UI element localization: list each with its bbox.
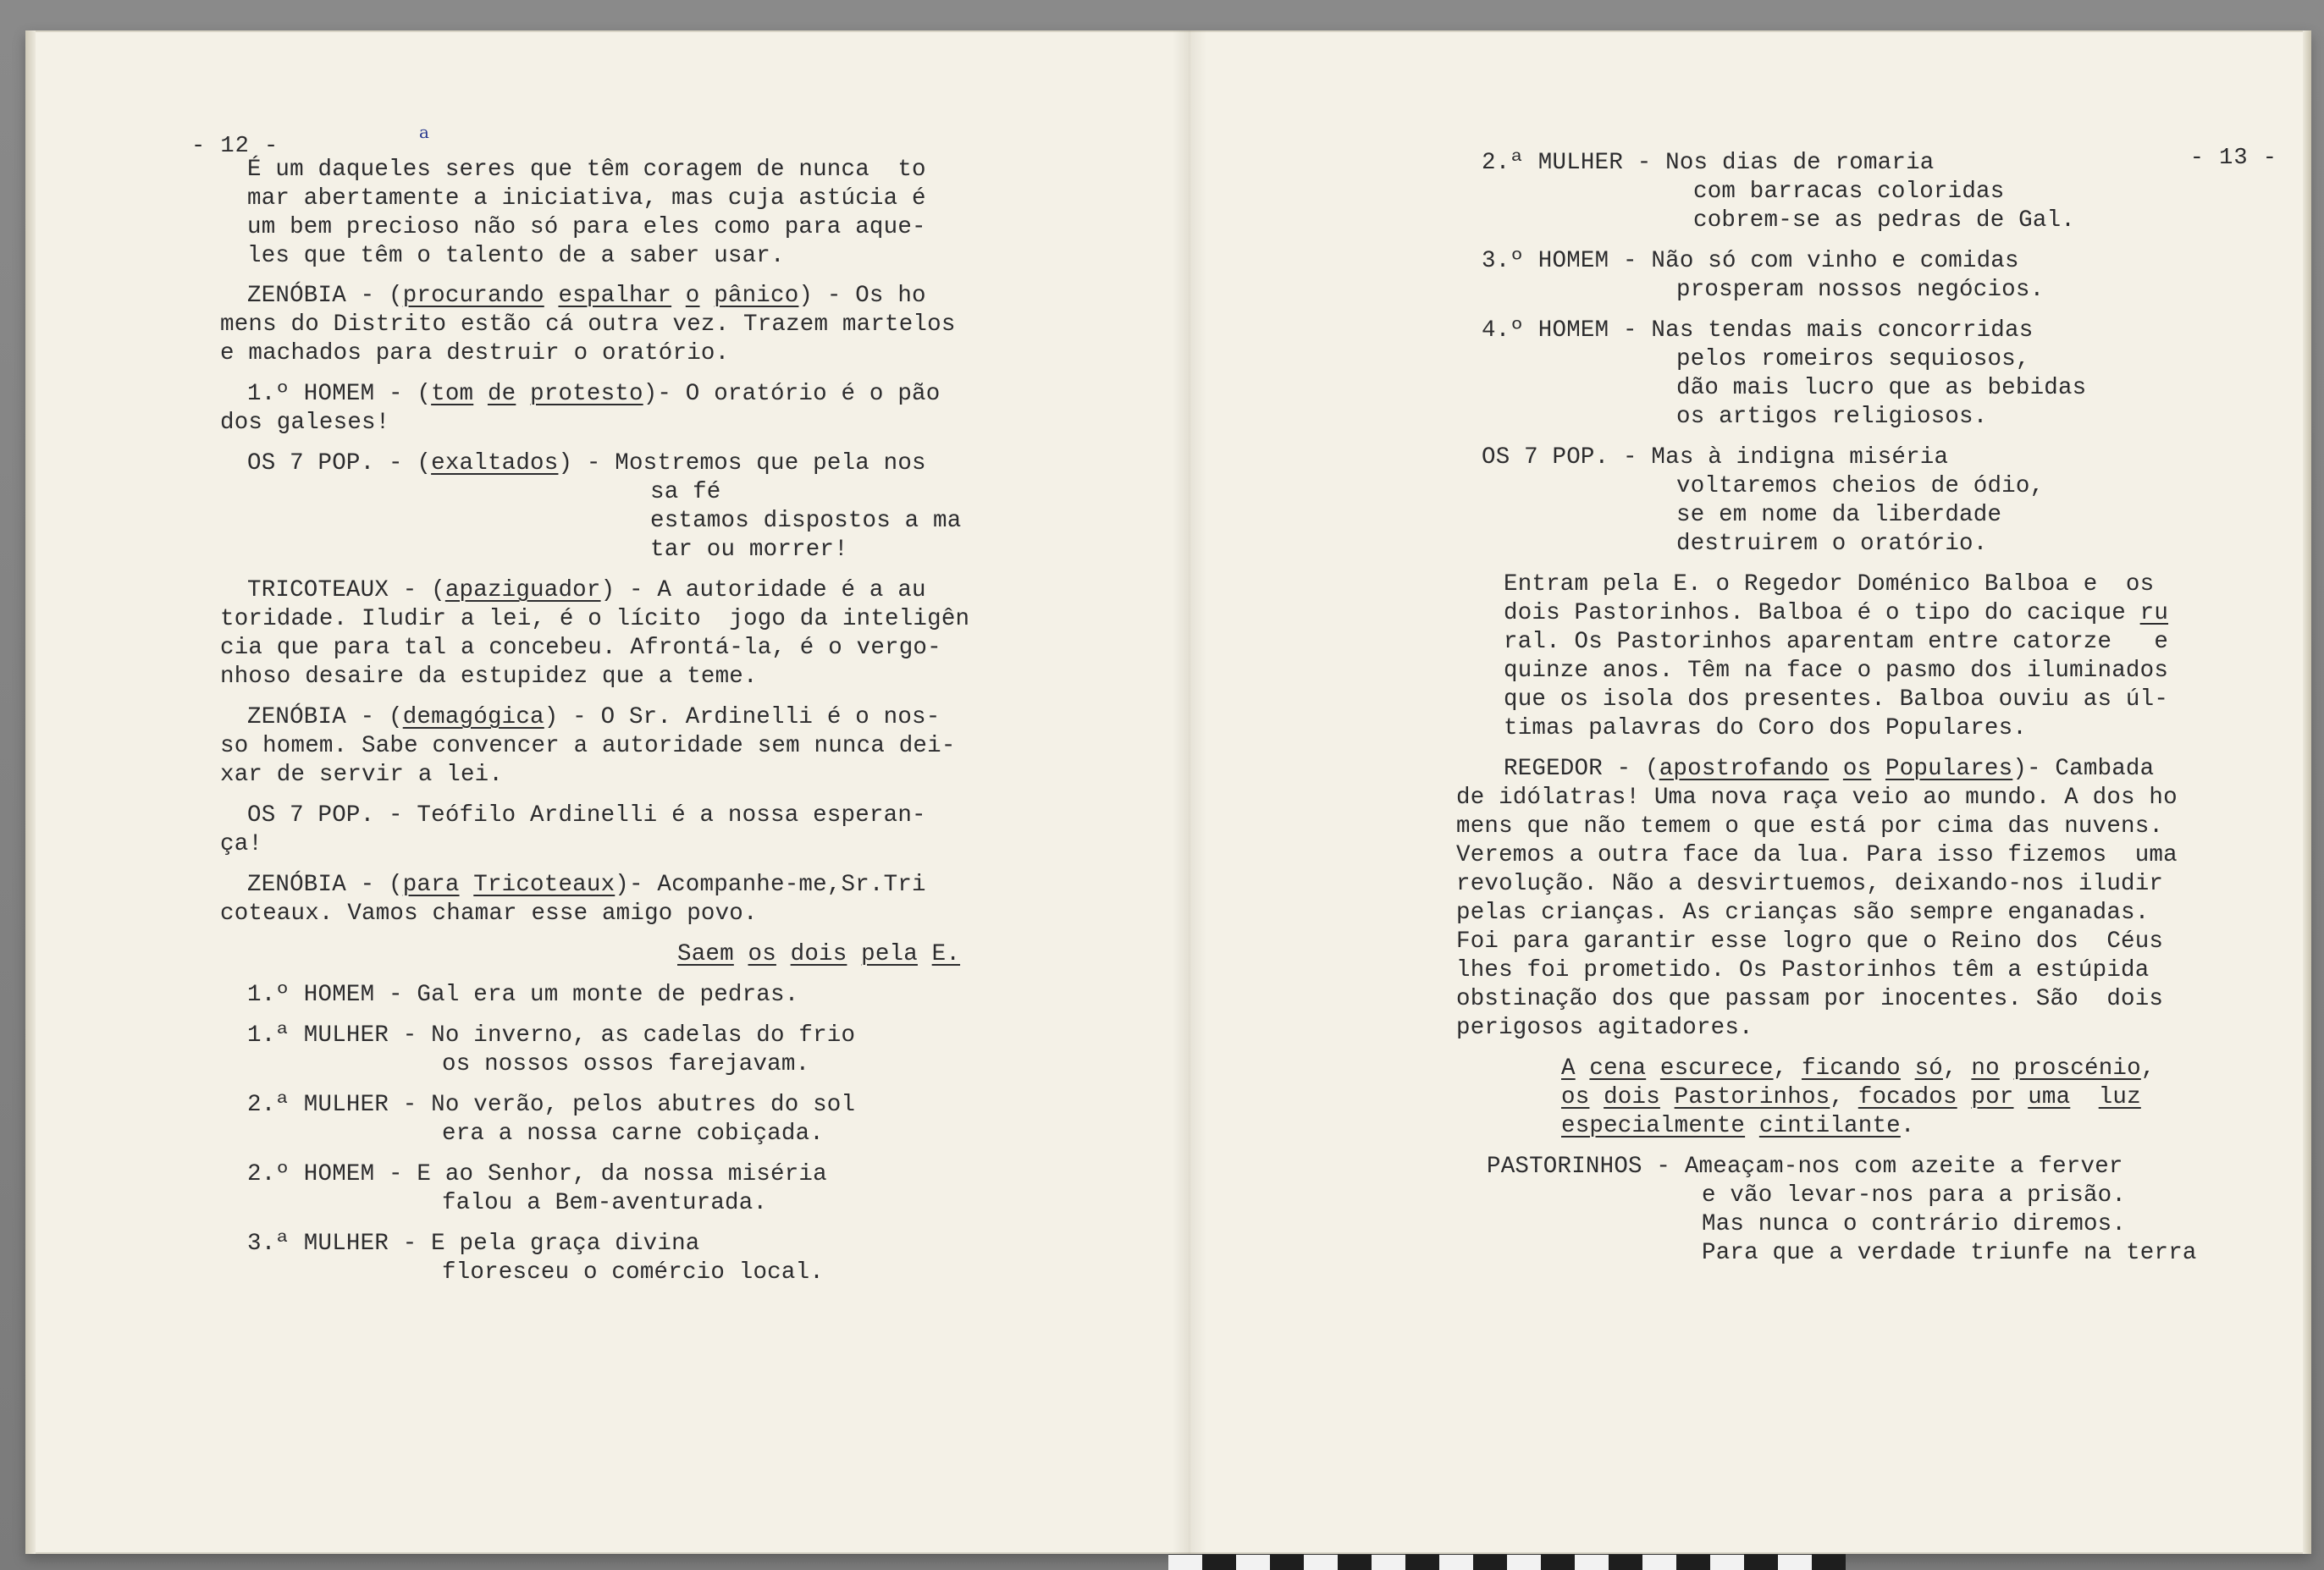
text-run: coteaux. Vamos chamar esse amigo povo. [220,901,758,927]
text-run: ral. Os Pastorinhos aparentam entre catorze e [1504,629,2169,655]
right-page-line [1504,599,2168,628]
underlined-text: luz [2098,1084,2141,1110]
left-page-line [247,449,926,478]
right-page-line [1504,755,2154,784]
left-page-line [442,1189,767,1218]
text-run [460,872,474,898]
underlined-text: cena [1589,1055,1647,1082]
text-run: obstinação dos que passam por inocentes. São dois [1456,986,2164,1012]
text-run: mens do Distrito estão cá outra vez. Trazem martelos [220,311,956,338]
text-run: Entram pela E. o Regedor Doménico Balboa e os [1504,571,2155,598]
text-run: 1.º HOMEM - ( [247,381,432,407]
text-run [847,941,861,967]
left-page-line [247,242,785,271]
underlined-text: de [487,381,516,407]
text-run: cobrem-se as pedras de Gal. [1693,207,2075,234]
text-run: ) - O Sr. Ardinelli é o nos- [544,704,941,730]
text-run: dos galeses! [220,410,390,436]
text-run: com barracas coloridas [1693,179,2005,205]
text-run: os artigos religiosos. [1676,404,1988,430]
left-page-line [247,1091,855,1120]
underlined-text: os [1842,756,1872,782]
text-run: pelos romeiros sequiosos, [1676,346,2030,372]
right-page-line [1676,530,1987,559]
right-page-line [1482,247,2019,276]
text-run: se em nome da liberdade [1676,502,2002,528]
underlined-text: exaltados [431,450,559,477]
right-page-line [1504,657,2168,686]
text-run: 4.º HOMEM - Nas tendas mais concorridas [1482,317,2034,344]
left-page-line [650,536,848,565]
text-run [516,381,530,407]
text-run [1829,756,1843,782]
text-run: 1.ª MULHER - No inverno, as cadelas do frio [247,1022,856,1049]
underlined-text: Tricoteaux [473,872,616,898]
underlined-text: espalhar [558,283,672,309]
right-page-line [1676,374,2086,403]
text-run: )- O oratório é o pão [643,381,941,407]
left-page-line [220,634,941,663]
text-run [1871,756,1885,782]
text-run: dois Pastorinhos. Balboa é o tipo do cacique [1504,600,2140,626]
underlined-text: os [1561,1084,1590,1110]
text-run: ça! [220,831,263,857]
underlined-text: Populares [1885,756,2013,782]
underlined-text: protesto [530,381,643,407]
text-run [1901,1055,1915,1082]
left-page-line [247,380,940,409]
right-page-line [1702,1182,2126,1210]
left-page-line [220,605,969,634]
right-page-line [1456,956,2149,985]
text-run: lhes foi prometido. Os Pastorinhos têm a estúpida [1456,957,2150,983]
text-run: quinze anos. Têm na face o pasmo dos iluminados [1504,658,2169,684]
text-run: pelas crianças. As crianças são sempre enganadas. [1456,900,2150,926]
text-run: xar de servir a lei. [220,762,504,788]
left-page-line [220,761,503,790]
text-run [1745,1113,1759,1139]
text-run: floresceu o comércio local. [442,1259,824,1286]
text-run: que os isola dos presentes. Balboa ouviu as úl- [1504,686,2169,713]
left-page-line [247,871,926,900]
left-page-line [677,940,960,969]
left-page-line [247,981,798,1010]
left-page [25,30,1185,1554]
underlined-text: especialmente [1561,1113,1746,1139]
left-page-line [247,156,926,185]
underlined-text: o [685,283,700,309]
underlined-text: ficando [1801,1055,1901,1082]
right-page-line [1482,443,1948,472]
text-run [700,283,715,309]
text-run: nhoso desaire da estupidez que a teme. [220,664,758,690]
underlined-text: Pastorinhos [1674,1084,1830,1110]
right-page-line [1504,686,2168,714]
text-run [544,283,559,309]
left-page-line [442,1259,824,1287]
underlined-text: pela [861,941,918,967]
left-page-line [220,339,729,368]
right-page-line [1456,870,2163,899]
text-run: OS 7 POP. - Teófilo Ardinelli é a nossa esperan- [247,802,926,829]
text-run: ZENÓBIA - ( [247,283,403,309]
left-page-line [220,311,956,339]
underlined-text: A [1561,1055,1576,1082]
text-run: PASTORINHOS - Ameaçam-nos com azeite a ferver [1487,1154,2123,1180]
text-run: , [2140,1055,2156,1082]
underlined-text: Saem [677,941,734,967]
text-run [2000,1055,2014,1082]
right-page-line [1456,813,2163,841]
underlined-text: dois [1604,1084,1660,1110]
text-run: os nossos ossos farejavam. [442,1051,810,1077]
underlined-text: dois [790,941,847,967]
left-page-line [247,185,926,213]
right-page-line [1702,1239,2197,1268]
text-run [1589,1084,1604,1110]
left-page-line [220,663,758,691]
right-page-line [1702,1210,2126,1239]
text-run: 3.º HOMEM - Não só com vinho e comidas [1482,248,2019,274]
underlined-text: por [1971,1084,2014,1110]
text-run: cia que para tal a concebeu. Afrontá-la, é o vergo- [220,635,941,661]
right-page-line [1456,1014,1753,1043]
text-run: )- Acompanhe-me,Sr.Tri [615,872,926,898]
text-run: toridade. Iludir a lei, é o lícito jogo da inteligên [220,606,970,632]
text-run [1646,1055,1660,1082]
right-page [1194,30,2311,1554]
right-page-line [1482,317,2033,345]
underlined-text: tom [431,381,474,407]
right-page-line [1693,178,2004,207]
text-run: perigosos agitadores. [1456,1015,1753,1041]
underlined-text: E. [931,941,961,967]
right-page-line [1676,345,2030,374]
text-run: sa fé [650,479,721,505]
text-run [734,941,748,967]
text-run: mar abertamente a iniciativa, mas cuja astúcia é [247,185,926,212]
text-run: dão mais lucro que as bebidas [1676,375,2087,401]
text-run: ZENÓBIA - ( [247,872,403,898]
underlined-text: uma [2028,1084,2071,1110]
underlined-text: só [1914,1055,1943,1082]
left-page-line [247,1160,827,1189]
left-page-line [220,830,262,859]
text-run [1660,1084,1675,1110]
underlined-text: apostrofando [1659,756,1830,782]
underlined-text: procurando [402,283,544,309]
text-run [1576,1055,1590,1082]
text-run: ) - Os ho [798,283,926,309]
text-run: 1.º HOMEM - Gal era um monte de pedras. [247,982,799,1008]
text-run: mens que não temem o que está por cima das nuvens. [1456,813,2164,840]
text-run: REGEDOR - ( [1504,756,1659,782]
handwritten-correction: a [419,122,429,142]
page-number-right: - 13 - [2189,146,2277,171]
right-page-line [1561,1055,2156,1083]
text-run: OS 7 POP. - ( [247,450,432,477]
left-page-line [247,576,926,605]
right-page-line [1456,841,2178,870]
text-run: OS 7 POP. - Mas à indigna miséria [1482,444,1949,471]
text-run: 3.ª MULHER - E pela graça divina [247,1231,700,1257]
underlined-text: os [748,941,776,967]
left-page-line [247,1022,855,1050]
left-page-line [220,900,758,928]
page-number-left: - 12 - [191,134,279,159]
underlined-text: ru [2139,600,2169,626]
left-page-line [220,409,389,438]
text-run: Para que a verdade triunfe na terra [1702,1240,2197,1266]
left-page-line [220,732,956,761]
text-run: estamos dispostos a ma [650,508,962,534]
left-page-line [442,1050,809,1079]
left-page-line [247,703,940,732]
right-page-line [1561,1083,2141,1112]
text-run: era a nossa carne cobiçada. [442,1121,824,1147]
text-run: so homem. Sabe convencer a autoridade sem nunca dei- [220,733,956,759]
underlined-text: proscénio [2013,1055,2141,1082]
underlined-text: no [1971,1055,2000,1082]
text-run: timas palavras do Coro dos Populares. [1504,715,2027,741]
text-run: Foi para garantir esse logro que o Reino dos Céus [1456,928,2164,955]
text-run: . [1900,1113,1915,1139]
text-run: prosperam nossos negócios. [1676,277,2045,303]
right-page-line [1561,1112,1915,1141]
text-run: Veremos a outra face da lua. Para isso fizemos uma [1456,842,2178,868]
text-run: destruirem o oratório. [1676,531,1988,557]
text-run: ZENÓBIA - ( [247,704,403,730]
text-run: 2.ª MULHER - No verão, pelos abutres do sol [247,1092,856,1118]
underlined-text: demagógica [402,704,544,730]
right-page-line [1676,501,2001,530]
text-run: revolução. Não a desvirtuemos, deixando-nos iludir [1456,871,2164,897]
text-run: 2.ª MULHER - Nos dias de romaria [1482,150,1935,176]
text-run: ) - A autoridade é a au [600,577,926,603]
right-page-line [1693,207,2075,235]
text-run: , [1830,1084,1858,1110]
underlined-text: cintilante [1758,1113,1901,1139]
left-page-line [247,213,926,242]
underlined-text: escurece [1659,1055,1774,1082]
right-page-line [1504,570,2154,599]
text-run: de idólatras! Uma nova raça veio ao mundo. A dos ho [1456,785,2178,811]
right-page-line [1504,628,2168,657]
right-page-line [1676,472,2044,501]
left-page-line [247,802,926,830]
text-run: É um daqueles seres que têm coragem de nunca to [247,157,926,183]
underlined-text: pânico [714,283,799,309]
scale-ruler [1168,1554,1846,1570]
text-run [2070,1084,2098,1110]
text-run: e machados para destruir o oratório. [220,340,730,366]
right-page-line [1487,1153,2123,1182]
right-page-line [1676,276,2044,305]
left-page-line [442,1120,824,1149]
text-run: voltaremos cheios de ódio, [1676,473,2045,499]
right-page-line [1456,928,2163,956]
text-run: les que têm o talento de a saber usar. [247,243,785,269]
right-page-line [1504,714,2027,743]
right-page-line [1482,149,1935,178]
text-run [1957,1084,1972,1110]
open-book-spread [25,30,2311,1554]
right-page-line [1456,985,2163,1014]
left-page-line [247,282,926,311]
right-page-line [1456,784,2178,813]
text-run: um bem precioso não só para eles como para aque- [247,214,926,240]
text-run [918,941,932,967]
text-run: falou a Bem-aventurada. [442,1190,768,1216]
text-run: Mas nunca o contrário diremos. [1702,1211,2127,1237]
text-run [473,381,488,407]
text-run [671,283,686,309]
left-page-line [650,507,961,536]
underlined-text: apaziguador [444,577,601,603]
text-run: e vão levar-nos para a prisão. [1702,1182,2127,1209]
text-run: ) - Mostremos que pela nos [558,450,926,477]
text-run: , [1942,1055,1972,1082]
text-run: )- Cambada [2012,756,2155,782]
left-page-line [247,1230,700,1259]
text-run: tar ou morrer! [650,537,848,563]
text-run: , [1773,1055,1802,1082]
text-run: 2.º HOMEM - E ao Senhor, da nossa miséria [247,1161,827,1187]
text-run: TRICOTEAUX - ( [247,577,445,603]
underlined-text: focados [1858,1084,1957,1110]
left-page-line [650,478,721,507]
text-run [776,941,791,967]
text-run [2014,1084,2029,1110]
right-page-line [1456,899,2149,928]
underlined-text: para [402,872,460,898]
right-page-line [1676,403,1987,432]
